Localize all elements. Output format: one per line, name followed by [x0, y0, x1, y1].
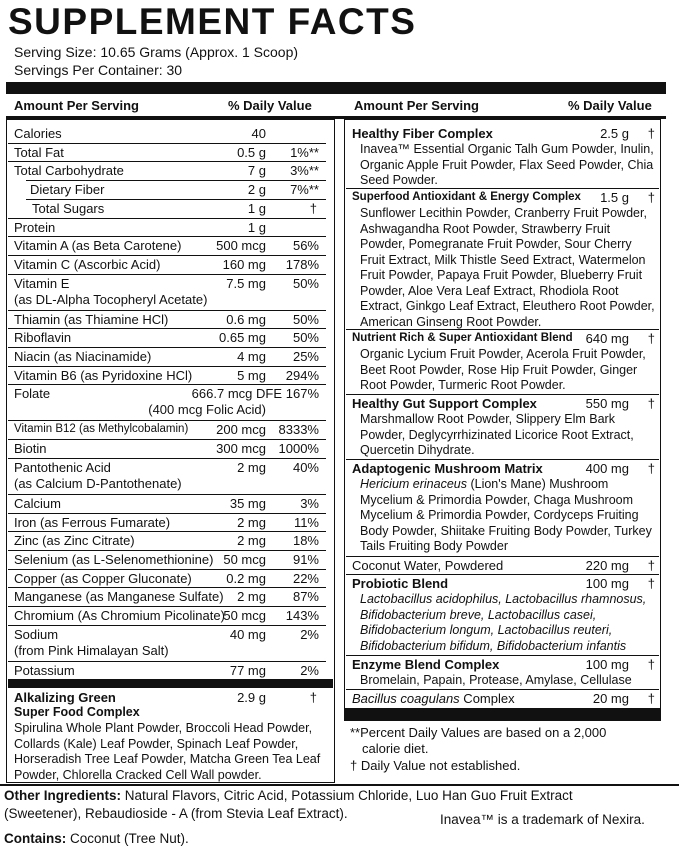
- nutrient-name: Zinc (as Zinc Citrate): [14, 533, 135, 549]
- right-dv-header: % Daily Value: [568, 98, 652, 113]
- row-divider: [8, 531, 326, 532]
- nutrient-daily-value: 3%: [300, 495, 319, 511]
- nutrient-name: Potassium: [14, 662, 75, 678]
- nutrient-name: Copper (as Copper Gluconate): [14, 570, 192, 586]
- nutrient-name: Vitamin A (as Beta Carotene): [14, 238, 182, 254]
- nutrient-amount: 1 g: [247, 219, 266, 235]
- nutrient-amount: 200 mcg: [216, 422, 266, 438]
- blend-name: Superfood Antioxidant & Energy Complex: [352, 191, 581, 203]
- blend-ingredients: [360, 142, 658, 189]
- ingredient-text: Lactobacillus acidophilus, Lactobacillus rhamnosus, Bifidobacterium breve, Lactobacillus casei, Bifidobacterium longum, Lactobacillus reuteri, Bifidobacterium bifidum, Bifidobacterium infantis: [360, 592, 647, 653]
- blend-name-italic: Bacillus coagulans: [352, 691, 460, 706]
- nutrient-daily-value: 56%: [292, 238, 319, 254]
- nutrient-daily-value: 8333%: [278, 422, 319, 438]
- blend-name: Adaptogenic Mushroom Matrix: [352, 461, 543, 476]
- blend-ingredients: [360, 347, 658, 394]
- nutrient-name: Biotin: [14, 441, 47, 457]
- nutrient-amount: 0.5 g: [237, 144, 266, 160]
- blend-name: Healthy Gut Support Complex: [352, 396, 537, 411]
- right-amount-header: Amount Per Serving: [354, 98, 479, 113]
- footer-divider: [0, 784, 679, 786]
- nutrient-name: Riboflavin: [14, 330, 72, 346]
- row-divider: [8, 569, 326, 570]
- blend-amount: 640 mg: [585, 331, 629, 346]
- nutrient-amount: 0.2 mg: [226, 570, 266, 586]
- blend-name: Healthy Fiber Complex: [352, 126, 493, 141]
- blend-name: Enzyme Blend Complex: [352, 657, 500, 672]
- row-divider: [8, 458, 326, 459]
- row-divider: [8, 513, 326, 514]
- nutrient-daily-value: 50%: [292, 275, 319, 291]
- blend-ingredients: [360, 673, 658, 689]
- nutrient-name: Calcium: [14, 495, 61, 511]
- blend-daily-value: †: [647, 558, 655, 573]
- nutrient-amount: 77 mg: [229, 662, 266, 678]
- blend-name: Coconut Water, Powdered: [352, 558, 504, 573]
- blend-daily-value: †: [647, 396, 655, 411]
- row-divider: [8, 366, 326, 367]
- nutrient-amount: 300 mcg: [216, 441, 266, 457]
- nutrient-amount: 0.6 mg: [226, 311, 266, 327]
- nutrient-name: Total Fat: [14, 144, 64, 160]
- other-ingredients-label: Other Ingredients:: [4, 788, 122, 803]
- nutrient-name: Selenium (as L-Selenomethionine): [14, 551, 214, 567]
- nutrient-daily-value: 18%: [292, 533, 319, 549]
- nutrient-amount: 2 mg: [237, 514, 266, 530]
- nutrient-name: Pantothenic Acid: [14, 459, 111, 475]
- nutrient-name: Vitamin B6 (as Pyridoxine HCl): [14, 367, 193, 383]
- nutrient-amount: 666.7 mcg DFE: [191, 386, 282, 402]
- nutrient-amount: 40 mg: [229, 626, 266, 642]
- row-divider: [8, 661, 326, 662]
- blend-amount: 100 mg: [585, 576, 629, 591]
- nutrient-daily-value: 294%: [285, 367, 319, 383]
- nutrient-amount: 500 mcg: [216, 238, 266, 254]
- left-amount-header: Amount Per Serving: [14, 98, 139, 113]
- nutrient-amount: 50 mcg: [223, 608, 266, 623]
- row-divider: [8, 550, 326, 551]
- row-divider: [8, 606, 326, 607]
- row-divider: [8, 274, 326, 275]
- blend-name: [352, 691, 515, 706]
- nutrient-daily-value: 3%**: [290, 163, 319, 179]
- blend-amount: 1.5 g: [600, 190, 629, 205]
- nutrient-name: Chromium (As Chromium Picolinate): [14, 608, 225, 623]
- other-ingredients: [4, 788, 573, 804]
- blend-amount: 100 mg: [585, 657, 629, 672]
- row-divider: [8, 625, 326, 626]
- row-divider: [8, 161, 326, 162]
- blend-name-suffix: Complex: [459, 691, 515, 706]
- other-ingredients-cont: (Sweetener), Rebaudioside - A (from Stevia Leaf Extract).: [4, 806, 348, 821]
- nutrient-name: Vitamin C (Ascorbic Acid): [14, 256, 161, 272]
- nutrient-amount: 7 g: [247, 163, 266, 179]
- nutrient-amount: 40: [251, 126, 266, 141]
- ingredient-text: Sunflower Lecithin Powder, Cranberry Fruit Powder, Ashwagandha Root Powder, Strawberry Fruit Powder, Pomegranate Fruit Powder, Sour Cherry Fruit Extract, Milk Thistle Seed Extract, Watermelon Fruit Powder, Papaya Fruit Powder, Blueberry Fruit Powder, Aloe Vera Leaf Extract, Rhodiola Root Extract, Ginkgo Leaf Extract, Eleuthero Root Powder, American Ginseng Root Powder.: [360, 206, 655, 329]
- nutrient-amount: 35 mg: [229, 495, 266, 511]
- nutrient-amount: 2 g: [247, 182, 266, 198]
- nutrient-daily-value: 25%: [292, 349, 319, 364]
- row-divider: [8, 439, 326, 440]
- nutrient-name: Folate: [14, 386, 51, 402]
- nutrient-daily-value: 50%: [292, 311, 319, 327]
- blend-amount: 220 mg: [585, 558, 629, 573]
- row-divider: [346, 655, 659, 656]
- nutrient-amount: 2 mg: [237, 589, 266, 605]
- nutrient-name: Protein: [14, 219, 56, 235]
- row-divider: [8, 255, 326, 256]
- blend-ingredients: [360, 477, 658, 555]
- row-divider: [346, 459, 659, 460]
- row-divider: [8, 420, 326, 421]
- nutrient-daily-value: †: [309, 200, 317, 216]
- blend-name-cont: Super Food Complex: [14, 705, 140, 720]
- blend-daily-value: †: [647, 331, 655, 346]
- contains-text: Coconut (Tree Nut).: [66, 831, 189, 846]
- row-divider: [346, 574, 659, 575]
- nutrient-name: Total Carbohydrate: [14, 163, 124, 179]
- blend-daily-value: †: [647, 691, 655, 706]
- row-divider: [346, 329, 659, 330]
- nutrient-name: Thiamin (as Thiamine HCl): [14, 311, 169, 327]
- nutrient-daily-value: 87%: [292, 589, 319, 605]
- blend-daily-value: †: [647, 461, 655, 476]
- row-divider: [8, 143, 326, 144]
- ingredient-text: (Lion's Mane) Mushroom Mycelium & Primordia Powder, Chaga Mushroom Mycelium & Primordia Powder, Cordyceps Fruiting Body Powder, Shiitake Fruiting Body Powder, Turkey Tails Fruiting Body Powder: [360, 477, 652, 553]
- nutrient-amount: 7.5 mg: [226, 275, 266, 291]
- ingredient-text: Organic Lycium Fruit Powder, Acerola Fruit Powder, Beet Root Powder, Rose Hip Fruit Powder, Ginger Root Powder, Turmeric Root Powder.: [360, 347, 646, 392]
- nutrient-name: Vitamin E: [14, 275, 70, 291]
- nutrient-daily-value: 11%: [293, 514, 319, 530]
- blend-amount: 20 mg: [592, 691, 629, 706]
- nutrient-amount: 50 mcg: [223, 551, 266, 567]
- row-divider: [8, 347, 326, 348]
- nutrient-amount: 2 mg: [237, 459, 266, 475]
- nutrient-daily-value: 22%: [292, 570, 319, 586]
- row-divider: [8, 218, 326, 219]
- row-divider: [8, 384, 326, 385]
- blend-ingredients: Spirulina Whole Plant Powder, Broccoli Head Powder, Collards (Kale) Leaf Powder, Spinach Leaf Powder, Horseradish Tree Leaf Powder, Matcha Green Tea Leaf Powder, Chlorella Cracked Cell Wall powder.: [14, 721, 321, 782]
- blend-daily-value: †: [309, 690, 317, 706]
- row-divider: [346, 556, 659, 557]
- nutrient-name: Iron (as Ferrous Fumarate): [14, 514, 171, 530]
- nutrient-amount: 4 mg: [237, 349, 266, 364]
- contains-statement: [4, 831, 189, 847]
- serving-size: Serving Size: 10.65 Grams (Approx. 1 Scoop): [14, 44, 299, 60]
- nutrient-name-detail: (as DL-Alpha Tocopheryl Acetate): [14, 291, 208, 307]
- ingredient-text: Marshmallow Root Powder, Slippery Elm Bark Powder, Deglycyrrhizinated Licorice Root Extract, Quercetin Dihydrate.: [360, 412, 634, 457]
- nutrient-daily-value: 7%**: [290, 182, 319, 198]
- ingredient-italic: Hericium erinaceus: [360, 477, 467, 491]
- row-divider: [8, 494, 326, 495]
- nutrient-name: Calories: [14, 126, 62, 141]
- nutrient-amount: 160 mg: [222, 256, 266, 272]
- footnote-percent-cont: calorie diet.: [362, 741, 429, 756]
- row-divider: [26, 199, 326, 200]
- row-divider: [26, 180, 326, 181]
- nutrient-daily-value: 1000%: [278, 441, 319, 457]
- nutrient-amount: 2 mg: [237, 533, 266, 549]
- nutrient-name: Vitamin B12 (as Methylcobalamin): [14, 423, 189, 436]
- blend-name: Probiotic Blend: [352, 576, 449, 591]
- nutrient-name-detail: (as Calcium D-Pantothenate): [14, 475, 182, 491]
- nutrient-daily-value: 167%: [285, 386, 319, 402]
- nutrient-name: Niacin (as Niacinamide): [14, 349, 152, 364]
- other-ingredients-text: Natural Flavors, Citric Acid, Potassium Chloride, Luo Han Guo Fruit Extract: [121, 788, 573, 803]
- ingredient-text: Bromelain, Papain, Protease, Amylase, Cellulase: [360, 673, 632, 687]
- blend-name: Alkalizing Green: [14, 690, 116, 706]
- nutrient-daily-value: 91%: [292, 551, 319, 567]
- nutrient-name: Manganese (as Manganese Sulfate): [14, 589, 224, 605]
- blend-daily-value: †: [647, 126, 655, 141]
- footnote-dagger: † Daily Value not established.: [350, 758, 521, 773]
- footnote-percent: **Percent Daily Values are based on a 2,000: [350, 725, 607, 740]
- blend-amount: 400 mg: [585, 461, 629, 476]
- section-divider-bar: [8, 679, 333, 688]
- row-divider: [346, 394, 659, 395]
- row-divider: [8, 310, 326, 311]
- nutrient-daily-value: 50%: [292, 330, 319, 346]
- blend-name: Nutrient Rich & Super Antioxidant Blend: [352, 332, 573, 344]
- left-dv-header: % Daily Value: [228, 98, 312, 113]
- blend-ingredients: [360, 206, 658, 330]
- blend-amount: 2.5 g: [600, 126, 629, 141]
- blend-amount: 550 mg: [585, 396, 629, 411]
- nutrient-amount-detail: (400 mcg Folic Acid): [148, 402, 266, 418]
- blend-ingredients: [360, 412, 658, 459]
- blend-daily-value: †: [647, 657, 655, 672]
- nutrient-amount: 5 mg: [237, 367, 266, 383]
- page-title: SUPPLEMENT FACTS: [8, 1, 417, 42]
- row-divider: [8, 587, 326, 588]
- top-divider-bar: [6, 82, 666, 94]
- nutrient-daily-value: 1%**: [290, 144, 319, 160]
- servings-per-container: Servings Per Container: 30: [14, 62, 183, 78]
- nutrient-name: Sodium: [14, 626, 59, 642]
- blend-daily-value: †: [647, 190, 655, 205]
- nutrient-name: Dietary Fiber: [30, 182, 105, 198]
- nutrient-daily-value: 178%: [285, 256, 319, 272]
- nutrient-daily-value: 2%: [300, 626, 319, 642]
- contains-label: Contains:: [4, 831, 67, 846]
- nutrient-daily-value: 2%: [300, 662, 319, 678]
- blend-daily-value: †: [647, 576, 655, 591]
- nutrient-daily-value: 40%: [292, 459, 319, 475]
- nutrient-name-detail: (from Pink Himalayan Salt): [14, 642, 169, 658]
- blend-amount: 2.9 g: [237, 690, 266, 706]
- row-divider: [8, 328, 326, 329]
- ingredient-text: Inavea™ Essential Organic Talh Gum Powder, Inulin, Organic Apple Fruit Powder, Flax Seed Powder, Chia Seed Powder.: [360, 142, 654, 187]
- blend-ingredients: [360, 592, 658, 654]
- nutrient-daily-value: 143%: [285, 608, 319, 623]
- nutrient-amount: 0.65 mg: [219, 330, 266, 346]
- row-divider: [8, 236, 326, 237]
- row-divider: [346, 689, 659, 690]
- trademark-note: Inavea™ is a trademark of Nexira.: [440, 812, 645, 827]
- nutrient-name: Total Sugars: [32, 200, 105, 216]
- right-bottom-bar: [344, 708, 661, 721]
- row-divider: [346, 188, 659, 189]
- nutrient-amount: 1 g: [247, 200, 266, 216]
